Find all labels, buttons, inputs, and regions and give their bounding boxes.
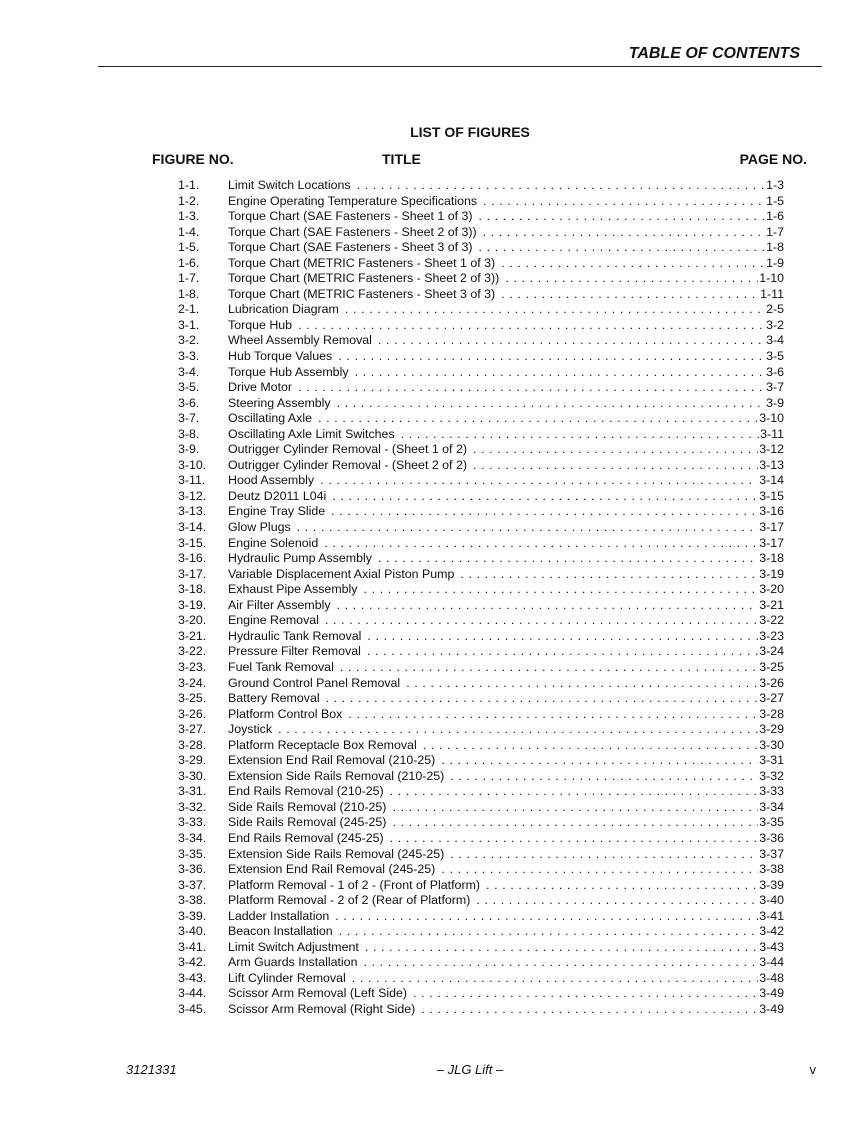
figure-page: 3-20 xyxy=(759,582,784,597)
figure-title-leader xyxy=(228,178,765,194)
figure-title-leader xyxy=(228,753,758,769)
figure-page: 3-26 xyxy=(759,675,784,690)
figure-title-leader xyxy=(228,691,758,707)
list-item[interactable] xyxy=(178,271,784,287)
footer-page-number: v xyxy=(809,1062,816,1077)
figure-page: 3-40 xyxy=(759,893,784,908)
figure-title-leader xyxy=(228,442,758,458)
figure-page: 3-39 xyxy=(759,877,784,892)
list-item[interactable] xyxy=(178,318,784,334)
figure-title: Extension End Rail Removal (210-25) xyxy=(228,753,436,768)
figure-page: 1-3 xyxy=(766,178,784,192)
figure-title-leader xyxy=(228,194,765,210)
figure-number: 3-5. xyxy=(178,380,200,395)
figure-page: 3-15 xyxy=(759,488,784,503)
column-header-figure: FIGURE NO. xyxy=(152,151,234,167)
figure-title-leader xyxy=(228,396,765,412)
figure-page: 3-44 xyxy=(759,955,784,970)
figure-title: Oscillating Axle Limit Switches xyxy=(228,426,395,441)
figure-number: 3-39. xyxy=(178,908,207,923)
figure-title-leader xyxy=(228,551,758,567)
figure-title: Variable Displacement Axial Piston Pump xyxy=(228,566,455,581)
figure-title: Platform Removal - 1 of 2 - (Front of Platform) xyxy=(228,877,481,892)
list-item[interactable] xyxy=(178,302,784,318)
figure-title: Platform Removal - 2 of 2 (Rear of Platform) xyxy=(228,893,471,908)
figure-number: 3-1. xyxy=(178,317,200,332)
figure-title-leader xyxy=(228,644,758,660)
list-item[interactable] xyxy=(178,629,784,645)
figure-title: Hub Torque Values xyxy=(228,349,333,364)
figure-title: Outrigger Cylinder Removal - (Sheet 2 of 2) xyxy=(228,457,467,472)
figure-title: Joystick xyxy=(228,722,273,737)
figure-page: 3-19 xyxy=(759,566,784,581)
list-item[interactable] xyxy=(178,504,784,520)
figure-title: Air Filter Assembly xyxy=(228,597,331,612)
list-item[interactable] xyxy=(178,707,784,723)
list-item[interactable] xyxy=(178,893,784,909)
figure-title: Scissor Arm Removal (Left Side) xyxy=(228,986,408,1001)
list-item[interactable] xyxy=(178,644,784,660)
figure-title-leader xyxy=(228,613,758,629)
figure-title: Oscillating Axle xyxy=(228,411,313,426)
figure-number: 3-37. xyxy=(178,877,207,892)
figure-number: 3-42. xyxy=(178,955,207,970)
figure-title-leader xyxy=(228,847,758,863)
list-item[interactable] xyxy=(178,738,784,754)
figure-title: Torque Chart (SAE Fasteners - Sheet 1 of 3) xyxy=(228,209,473,224)
figure-list xyxy=(178,178,784,1018)
figure-title-leader xyxy=(228,318,765,334)
figure-number: 1-8. xyxy=(178,286,200,301)
figure-title: Ladder Installation xyxy=(228,908,330,923)
list-item[interactable] xyxy=(178,225,784,241)
figure-title-leader xyxy=(228,287,759,303)
figure-page: 1-11 xyxy=(760,286,784,301)
figure-number: 3-12. xyxy=(178,488,207,503)
figure-title: Side Rails Removal (210-25) xyxy=(228,799,387,814)
list-item[interactable] xyxy=(178,800,784,816)
figure-number: 3-27. xyxy=(178,722,207,737)
figure-title: Torque Chart (SAE Fasteners - Sheet 3 of 3) xyxy=(228,240,473,255)
list-item[interactable] xyxy=(178,815,784,831)
figure-title: Limit Switch Adjustment xyxy=(228,939,359,954)
figure-number: 3-22. xyxy=(178,644,207,659)
figure-page: 3-49 xyxy=(759,986,784,1001)
column-header-title: TITLE xyxy=(382,151,421,167)
figure-page: 1-5 xyxy=(766,193,784,208)
figure-page: 3-12 xyxy=(759,442,784,457)
figure-number: 3-7. xyxy=(178,411,200,426)
figure-number: 3-10. xyxy=(178,457,207,472)
figure-page: 3-30 xyxy=(759,737,784,752)
figure-title: Scissor Arm Removal (Right Side) xyxy=(228,1001,416,1016)
list-item[interactable] xyxy=(178,598,784,614)
figure-title: Exhaust Pipe Assembly xyxy=(228,582,358,597)
figure-number: 3-36. xyxy=(178,862,207,877)
figure-number: 1-1. xyxy=(178,178,200,192)
figure-title: End Rails Removal (245-25) xyxy=(228,830,384,845)
list-item[interactable] xyxy=(178,178,784,194)
figure-number: 3-29. xyxy=(178,753,207,768)
figure-page: 3-17 xyxy=(759,535,784,550)
figure-title: Battery Removal xyxy=(228,691,320,706)
list-item[interactable] xyxy=(178,536,784,552)
figure-title: Ground Control Panel Removal xyxy=(228,675,401,690)
figure-page: 3-10 xyxy=(759,411,784,426)
figure-page: 3-35 xyxy=(759,815,784,830)
figure-page: 3-25 xyxy=(759,659,784,674)
figure-number: 3-35. xyxy=(178,846,207,861)
list-item[interactable] xyxy=(178,442,784,458)
figure-title: Platform Receptacle Box Removal xyxy=(228,737,417,752)
figure-page: 3-36 xyxy=(759,830,784,845)
list-item[interactable] xyxy=(178,878,784,894)
figure-page: 3-32 xyxy=(759,768,784,783)
figure-title: Outrigger Cylinder Removal - (Sheet 1 of 2) xyxy=(228,442,467,457)
figure-title: Extension Side Rails Removal (245-25) xyxy=(228,846,445,861)
figure-page: 3-41 xyxy=(759,908,784,923)
figure-number: 3-3. xyxy=(178,349,200,364)
figure-page: 3-21 xyxy=(759,597,784,612)
list-item[interactable] xyxy=(178,256,784,272)
list-item[interactable] xyxy=(178,473,784,489)
figure-title: Engine Operating Temperature Specifications xyxy=(228,193,478,208)
figure-page: 3-13 xyxy=(759,457,784,472)
list-item[interactable] xyxy=(178,520,784,536)
figure-title: Deutz D2011 L04i xyxy=(228,488,327,503)
figure-title: Steering Assembly xyxy=(228,395,331,410)
header-rule xyxy=(98,66,822,67)
list-title: LIST OF FIGURES xyxy=(410,124,530,140)
figure-title: Drive Motor xyxy=(228,380,293,395)
figure-title: Extension End Rail Removal (245-25) xyxy=(228,862,436,877)
figure-title: Platform Control Box xyxy=(228,706,343,721)
figure-page: 3-6 xyxy=(766,364,784,379)
list-item[interactable] xyxy=(178,1002,784,1018)
list-item[interactable] xyxy=(178,365,784,381)
figure-title: Wheel Assembly Removal xyxy=(228,333,372,348)
figure-title: Lubrication Diagram xyxy=(228,302,339,317)
figure-number: 3-21. xyxy=(178,628,207,643)
figure-number: 3-16. xyxy=(178,551,207,566)
list-item[interactable] xyxy=(178,240,784,256)
figure-title: Hydraulic Tank Removal xyxy=(228,628,362,643)
figure-title: Torque Hub Assembly xyxy=(228,364,349,379)
figure-title: Torque Chart (METRIC Fasteners - Sheet 3 of 3) xyxy=(228,286,496,301)
figure-title: Arm Guards Installation xyxy=(228,955,358,970)
figure-title-leader xyxy=(228,1002,758,1018)
figure-title: Lift Cylinder Removal xyxy=(228,970,346,985)
figure-title: Fuel Tank Removal xyxy=(228,659,334,674)
figure-title-leader xyxy=(228,598,758,614)
figure-number: 3-45. xyxy=(178,1001,207,1016)
figure-title-leader xyxy=(228,909,758,925)
figure-number: 3-9. xyxy=(178,442,200,457)
figure-page: 3-37 xyxy=(759,846,784,861)
figure-title: Hydraulic Pump Assembly xyxy=(228,551,372,566)
figure-title: Torque Chart (SAE Fasteners - Sheet 2 of 3)) xyxy=(228,224,477,239)
list-item[interactable] xyxy=(178,753,784,769)
list-item[interactable] xyxy=(178,691,784,707)
figure-page: 3-23 xyxy=(759,628,784,643)
list-item[interactable] xyxy=(178,660,784,676)
figure-page: 3-17 xyxy=(759,520,784,535)
figure-number: 3-19. xyxy=(178,597,207,612)
figure-page: 3-7 xyxy=(766,380,784,395)
figure-page: 3-14 xyxy=(759,473,784,488)
figure-number: 3-43. xyxy=(178,970,207,985)
figure-number: 3-13. xyxy=(178,504,207,519)
figure-title-leader xyxy=(228,349,765,365)
figure-number: 3-24. xyxy=(178,675,207,690)
list-item[interactable] xyxy=(178,862,784,878)
figure-number: 1-3. xyxy=(178,209,200,224)
figure-title-leader xyxy=(228,940,758,956)
figure-title-leader xyxy=(228,986,758,1002)
figure-title-leader xyxy=(228,629,758,645)
figure-page: 3-22 xyxy=(759,613,784,628)
figure-page: 1-7 xyxy=(766,224,784,239)
figure-number: 3-23. xyxy=(178,659,207,674)
list-item[interactable] xyxy=(178,582,784,598)
list-item[interactable] xyxy=(178,411,784,427)
figure-page: 3-18 xyxy=(759,551,784,566)
list-item[interactable] xyxy=(178,194,784,210)
figure-title: Torque Chart (METRIC Fasteners - Sheet 2 of 3)) xyxy=(228,271,500,286)
figure-title-leader xyxy=(228,458,758,474)
figure-title-leader xyxy=(228,971,758,987)
figure-number: 3-14. xyxy=(178,520,207,535)
list-item[interactable] xyxy=(178,676,784,692)
list-item[interactable] xyxy=(178,924,784,940)
figure-number: 3-28. xyxy=(178,737,207,752)
figure-number: 3-11. xyxy=(178,473,206,488)
figure-title-leader xyxy=(228,536,758,552)
figure-title-leader xyxy=(228,800,758,816)
figure-title-leader xyxy=(228,380,765,396)
figure-title: Beacon Installation xyxy=(228,924,333,939)
figure-number: 3-15. xyxy=(178,535,207,550)
figure-title: Side Rails Removal (245-25) xyxy=(228,815,387,830)
figure-page: 3-4 xyxy=(766,333,784,348)
figure-page: 3-43 xyxy=(759,939,784,954)
figure-page: 3-42 xyxy=(759,924,784,939)
figure-number: 1-4. xyxy=(178,224,200,239)
list-item[interactable] xyxy=(178,831,784,847)
figure-number: 3-40. xyxy=(178,924,207,939)
figure-number: 3-33. xyxy=(178,815,207,830)
figure-title-leader xyxy=(228,893,758,909)
figure-title: Extension Side Rails Removal (210-25) xyxy=(228,768,445,783)
list-item[interactable] xyxy=(178,722,784,738)
figure-title-leader xyxy=(228,256,765,272)
footer-center-text: – JLG Lift – xyxy=(436,1062,504,1077)
figure-title: Engine Solenoid xyxy=(228,535,319,550)
figure-title: Hood Assembly xyxy=(228,473,315,488)
figure-page: 1-9 xyxy=(766,255,784,270)
figure-page: 3-16 xyxy=(759,504,784,519)
figure-title-leader xyxy=(228,427,759,443)
figure-title-leader xyxy=(228,225,765,241)
list-item[interactable] xyxy=(178,909,784,925)
figure-title: Limit Switch Locations xyxy=(228,178,351,192)
list-item[interactable] xyxy=(178,287,784,303)
list-item[interactable] xyxy=(178,784,784,800)
header-section-title: TABLE OF CONTENTS xyxy=(628,45,800,62)
list-item[interactable] xyxy=(178,489,784,505)
list-item[interactable] xyxy=(178,380,784,396)
figure-page: 3-11 xyxy=(760,426,784,441)
figure-page: 1-10 xyxy=(759,271,784,286)
footer-doc-number: 3121331 xyxy=(126,1062,177,1077)
figure-number: 3-26. xyxy=(178,706,207,721)
list-item[interactable] xyxy=(178,209,784,225)
figure-page: 3-5 xyxy=(766,349,784,364)
list-item[interactable] xyxy=(178,613,784,629)
list-item[interactable] xyxy=(178,458,784,474)
list-item[interactable] xyxy=(178,971,784,987)
list-item[interactable] xyxy=(178,551,784,567)
figure-number: 1-5. xyxy=(178,240,200,255)
figure-title-leader xyxy=(228,831,758,847)
figure-title-leader xyxy=(228,707,758,723)
figure-number: 3-2. xyxy=(178,333,200,348)
figure-number: 3-34. xyxy=(178,830,207,845)
figure-page: 3-33 xyxy=(759,784,784,799)
figure-title: Pressure Filter Removal xyxy=(228,644,361,659)
figure-title-leader xyxy=(228,240,765,256)
figure-title: Glow Plugs xyxy=(228,520,291,535)
figure-title: Engine Removal xyxy=(228,613,319,628)
figure-title-leader xyxy=(228,365,765,381)
figure-number: 3-4. xyxy=(178,364,200,379)
list-item[interactable] xyxy=(178,847,784,863)
figure-page: 3-31 xyxy=(759,753,784,768)
list-item[interactable] xyxy=(178,940,784,956)
figure-title-leader xyxy=(228,489,758,505)
figure-title-leader xyxy=(228,862,758,878)
list-item[interactable] xyxy=(178,955,784,971)
figure-title-leader xyxy=(228,520,758,536)
figure-page: 3-24 xyxy=(759,644,784,659)
figure-number: 3-17. xyxy=(178,566,207,581)
figure-title: End Rails Removal (210-25) xyxy=(228,784,384,799)
list-item[interactable] xyxy=(178,567,784,583)
figure-title-leader xyxy=(228,769,758,785)
figure-title-leader xyxy=(228,333,765,349)
figure-page: 3-9 xyxy=(766,395,784,410)
figure-page: 1-6 xyxy=(766,209,784,224)
figure-title-leader xyxy=(228,784,758,800)
figure-title-leader xyxy=(228,676,758,692)
figure-title-leader xyxy=(228,722,758,738)
figure-page: 3-28 xyxy=(759,706,784,721)
figure-page: 3-49 xyxy=(759,1001,784,1016)
figure-title: Torque Chart (METRIC Fasteners - Sheet 1 of 3) xyxy=(228,255,496,270)
figure-title-leader xyxy=(228,567,758,583)
list-item[interactable] xyxy=(178,769,784,785)
figure-number: 3-41. xyxy=(178,939,207,954)
figure-title-leader xyxy=(228,209,765,225)
figure-number: 3-32. xyxy=(178,799,207,814)
list-item[interactable] xyxy=(178,427,784,443)
figure-page: 3-38 xyxy=(759,862,784,877)
figure-title-leader xyxy=(228,271,758,287)
figure-number: 3-20. xyxy=(178,613,207,628)
figure-title-leader xyxy=(228,924,758,940)
figure-page: 3-27 xyxy=(759,691,784,706)
figure-number: 3-44. xyxy=(178,986,207,1001)
list-item[interactable] xyxy=(178,986,784,1002)
figure-number: 3-30. xyxy=(178,768,207,783)
figure-number: 1-2. xyxy=(178,193,200,208)
list-item[interactable] xyxy=(178,333,784,349)
figure-title-leader xyxy=(228,302,765,318)
figure-number: 3-18. xyxy=(178,582,207,597)
figure-number: 3-38. xyxy=(178,893,207,908)
figure-title-leader xyxy=(228,815,758,831)
figure-page: 3-2 xyxy=(766,317,784,332)
figure-number: 3-25. xyxy=(178,691,207,706)
list-item[interactable] xyxy=(178,396,784,412)
figure-title-leader xyxy=(228,660,758,676)
figure-number: 3-6. xyxy=(178,395,200,410)
figure-page: 3-48 xyxy=(759,970,784,985)
figure-title-leader xyxy=(228,411,758,427)
figure-title-leader xyxy=(228,738,758,754)
figure-title-leader xyxy=(228,955,758,971)
column-header-page: PAGE NO. xyxy=(739,151,807,167)
list-item[interactable] xyxy=(178,349,784,365)
figure-title-leader xyxy=(228,473,758,489)
figure-page: 2-5 xyxy=(766,302,784,317)
figure-number: 3-31. xyxy=(178,784,207,799)
figure-title: Engine Tray Slide xyxy=(228,504,326,519)
figure-title-leader xyxy=(228,504,758,520)
figure-number: 1-7. xyxy=(178,271,200,286)
figure-page: 3-34 xyxy=(759,799,784,814)
figure-page: 1-8 xyxy=(766,240,784,255)
figure-title: Torque Hub xyxy=(228,317,293,332)
figure-number: 3-8. xyxy=(178,426,200,441)
figure-number: 1-6. xyxy=(178,255,200,270)
figure-title-leader xyxy=(228,582,758,598)
figure-page: 3-29 xyxy=(759,722,784,737)
figure-title-leader xyxy=(228,878,758,894)
figure-number: 2-1. xyxy=(178,302,200,317)
